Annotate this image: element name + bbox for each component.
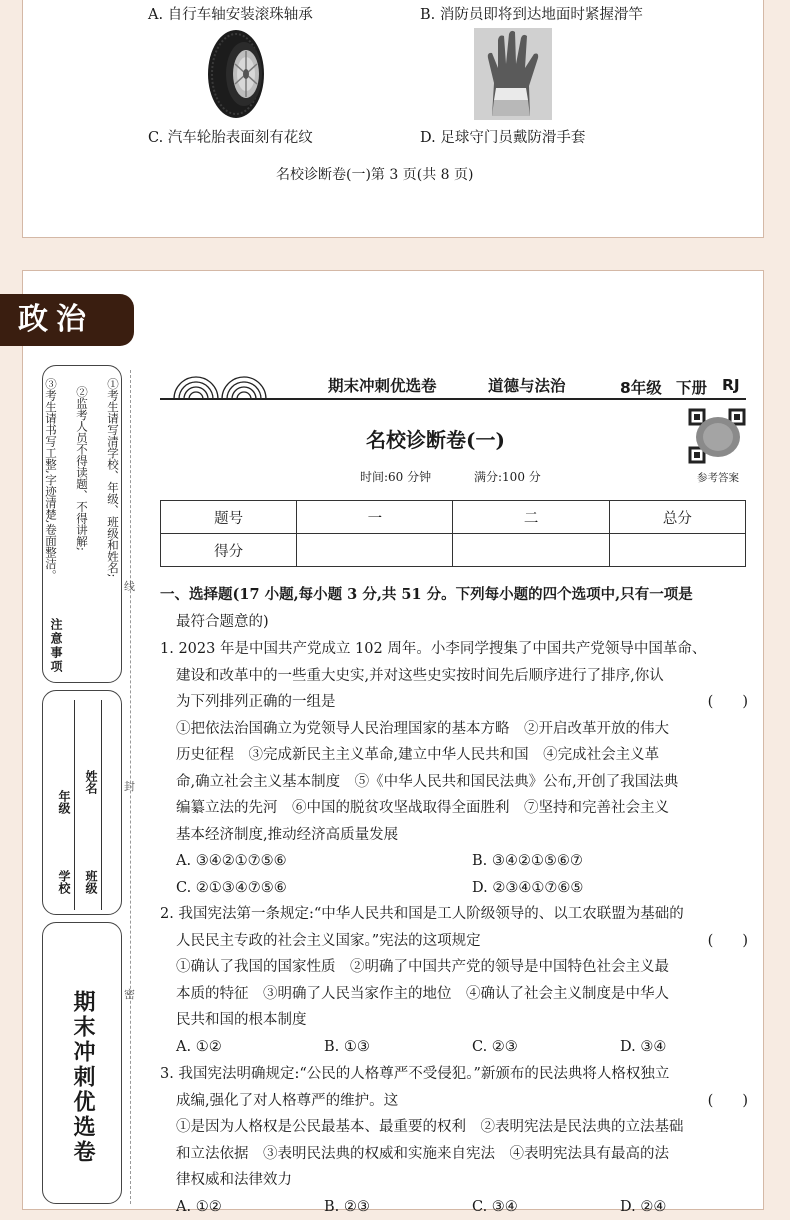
header-grade: 8年级 bbox=[620, 376, 662, 398]
question-line: 1. 2023 年是中国共产党成立 102 周年。小李同学搜集了中国共产党领导中国革命、 bbox=[160, 636, 748, 663]
header-series: 期末冲刺优选卷 bbox=[328, 374, 437, 396]
section-heading-line: 最符合题意的) bbox=[160, 609, 748, 636]
section-heading bbox=[160, 582, 748, 635]
header-rule bbox=[160, 398, 746, 400]
question-line: 本质的特征 ③明确了人民当家作主的地位 ④确认了社会主义制度是中华人 bbox=[160, 981, 748, 1008]
choice-option[interactable]: A. ③④②①⑦⑤⑥ bbox=[176, 853, 287, 869]
notice-title: 注意事项 bbox=[48, 618, 65, 674]
section-heading-line: 一、选择题(17 小题,每小题 3 分,共 51 分。下列每小题的四个选项中,只有一项是 bbox=[160, 582, 748, 609]
notice-item-1: ①考生请写清学校、年级、班级和姓名; bbox=[106, 378, 120, 674]
score-table-cell: 一 bbox=[297, 501, 453, 534]
option-b-caption: B. 消防员即将到达地面时紧握滑竿 bbox=[420, 3, 643, 24]
class-label: 班级 bbox=[83, 870, 100, 894]
question-line: ①把依法治国确立为党领导人民治理国家的基本方略 ②开启改革开放的伟大 bbox=[160, 716, 748, 743]
option-row bbox=[160, 1034, 748, 1061]
choice-option[interactable]: B. ③④②①⑤⑥⑦ bbox=[472, 848, 583, 875]
question-line: 人民民主专政的社会主义国家。”宪法的这项规定 ( ) bbox=[160, 928, 748, 955]
name-label: 姓名 bbox=[83, 770, 100, 794]
notice-item-2: ②监考人员不得读题、不得讲解; bbox=[75, 386, 89, 674]
question-line: 3. 我国宪法明确规定:“公民的人格尊严不受侵犯。”新颁布的民法典将人格权独立 bbox=[160, 1061, 748, 1088]
score-entry-cell[interactable] bbox=[297, 534, 453, 567]
school-label: 学校 bbox=[56, 870, 73, 894]
header-term: 下册 bbox=[676, 376, 707, 398]
question-line: 基本经济制度,推动经济高质量发展 bbox=[160, 822, 748, 849]
option-row bbox=[160, 875, 748, 902]
score-table-cell: 总分 bbox=[609, 501, 745, 534]
score-table-cell: 二 bbox=[453, 501, 609, 534]
cut-mark-3: 密 bbox=[124, 986, 135, 1002]
question-line: 建设和改革中的一些重大史实,并对这些史实按时间先后顺序进行了排序,你认 bbox=[160, 663, 748, 690]
question-1 bbox=[160, 636, 748, 901]
option-row bbox=[160, 848, 748, 875]
question-line: ①确认了我国的国家性质 ②明确了中国共产党的领导是中国特色社会主义最 bbox=[160, 954, 748, 981]
choice-option[interactable]: D. ②④ bbox=[620, 1194, 666, 1220]
option-c-caption: C. 汽车轮胎表面刻有花纹 bbox=[148, 126, 313, 147]
choice-option[interactable]: A. ①② bbox=[176, 1199, 222, 1215]
option-row bbox=[160, 1194, 748, 1220]
header-edition: RJ bbox=[722, 376, 740, 394]
question-line: 和立法依据 ③表明民法典的权威和实施来自宪法 ④表明宪法具有最高的法 bbox=[160, 1141, 748, 1168]
previous-page-sheet bbox=[22, 0, 764, 238]
subject-tab: 政治 bbox=[0, 294, 134, 346]
score-entry-cell[interactable] bbox=[609, 534, 745, 567]
header-subject: 道德与法治 bbox=[488, 374, 566, 396]
question-line: 2. 我国宪法第一条规定:“中华人民共和国是工人阶级领导的、以工农联盟为基础的 bbox=[160, 901, 748, 928]
option-a-caption: A. 自行车轴安装滚珠轴承 bbox=[148, 3, 313, 24]
option-d-caption: D. 足球守门员戴防滑手套 bbox=[420, 126, 585, 147]
question-line: 命,确立社会主义基本制度 ⑤《中华人民共和国民法典》公布,开创了我国法典 bbox=[160, 769, 748, 796]
choice-option[interactable]: D. ②③④①⑦⑥⑤ bbox=[472, 875, 583, 902]
question-3 bbox=[160, 1061, 748, 1220]
answer-bracket[interactable]: ( ) bbox=[708, 689, 748, 716]
choice-option[interactable]: C. ③④ bbox=[472, 1194, 518, 1220]
header-arcs-decoration bbox=[172, 372, 268, 400]
question-line: 历史征程 ③完成新民主主义革命,建立中华人民共和国 ④完成社会主义革 bbox=[160, 742, 748, 769]
answer-bracket[interactable]: ( ) bbox=[708, 928, 748, 955]
choice-option[interactable]: B. ①③ bbox=[324, 1034, 370, 1061]
score-entry-cell[interactable] bbox=[453, 534, 609, 567]
exam-title: 名校诊断卷(一) bbox=[366, 424, 505, 453]
question-line: 民共和国的根本制度 bbox=[160, 1007, 748, 1034]
question-line: 编纂立法的先河 ⑥中国的脱贫攻坚战取得全面胜利 ⑦坚持和完善社会主义 bbox=[160, 795, 748, 822]
choice-option[interactable]: A. ①② bbox=[176, 1039, 222, 1055]
question-2 bbox=[160, 901, 748, 1060]
exam-time: 时间:60 分钟 bbox=[360, 468, 431, 485]
question-line: 为下列排列正确的一组是 ( ) bbox=[160, 689, 748, 716]
question-line: 律权威和法律效力 bbox=[160, 1167, 748, 1194]
cut-mark-2: 封 bbox=[124, 778, 135, 794]
score-table-score-row bbox=[161, 534, 746, 567]
qr-code-icon[interactable] bbox=[688, 408, 746, 464]
notice-item-3: ③考生请书写工整,字迹清楚,卷面整洁。 bbox=[44, 378, 58, 674]
question-line: 成编,强化了对人格尊严的维护。这 ( ) bbox=[160, 1088, 748, 1115]
exam-full-score: 满分:100 分 bbox=[474, 468, 541, 485]
score-table-cell: 题号 bbox=[161, 501, 297, 534]
page-footer: 名校诊断卷(一)第 3 页(共 8 页) bbox=[276, 164, 473, 184]
qr-caption: 参考答案 bbox=[697, 470, 739, 485]
choice-option[interactable]: D. ③④ bbox=[620, 1034, 666, 1061]
choice-option[interactable]: C. ②③ bbox=[472, 1034, 518, 1061]
score-table bbox=[160, 500, 746, 567]
glove-image bbox=[474, 28, 552, 120]
score-table-header-row bbox=[161, 501, 746, 534]
info-line-2 bbox=[101, 700, 122, 910]
cut-mark-1: 线 bbox=[124, 578, 135, 594]
book-title: 期末冲刺优选卷 bbox=[68, 990, 99, 1165]
choice-option[interactable]: C. ②①③④⑦⑤⑥ bbox=[176, 880, 287, 896]
tire-image bbox=[206, 28, 270, 120]
grade-label: 年级 bbox=[56, 790, 73, 814]
score-table-cell: 得分 bbox=[161, 534, 297, 567]
answer-bracket[interactable]: ( ) bbox=[708, 1088, 748, 1115]
choice-option[interactable]: B. ②③ bbox=[324, 1194, 370, 1220]
question-line: ①是因为人格权是公民最基本、最重要的权利 ②表明宪法是民法典的立法基础 bbox=[160, 1114, 748, 1141]
